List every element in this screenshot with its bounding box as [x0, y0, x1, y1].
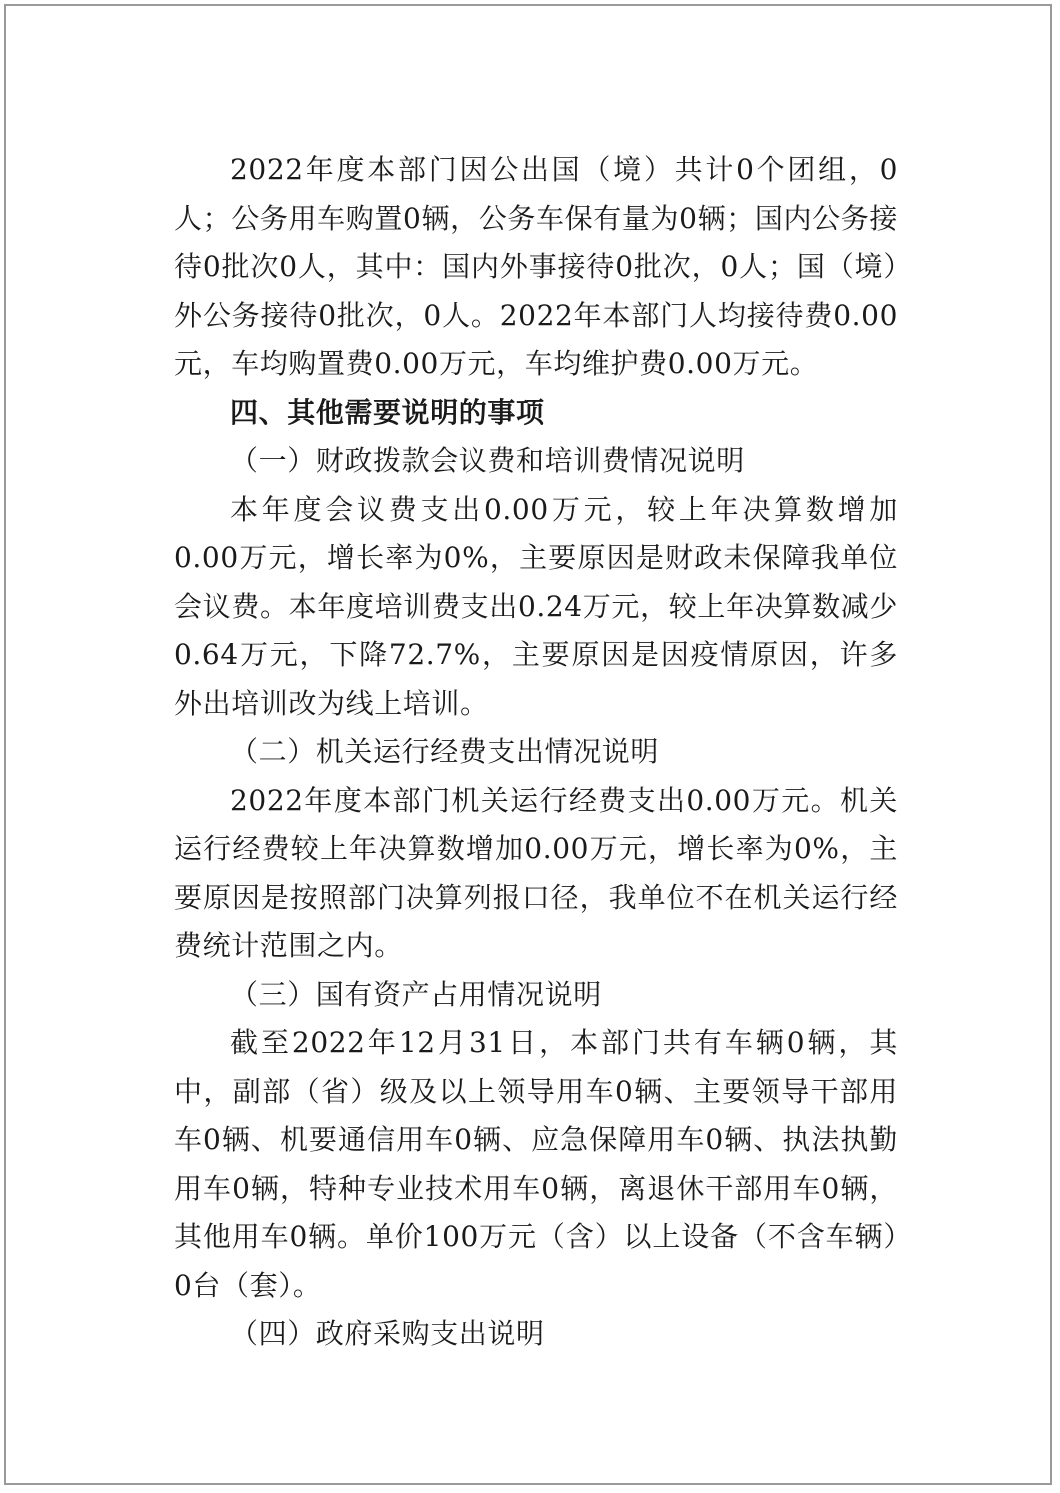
paragraph-state-assets: 截至2022年12月31日，本部门共有车辆0辆，其中，副部（省）级及以上领导用车0辆、主要领导干部用车0辆、机要通信用车0辆、应急保障用车0辆、执法执勤用车0辆，特种专业技术用车0辆，离退休干部用车0辆，其他用车0辆。单价100万元（含）以上设备（不含车辆）0台（套）。: [174, 1026, 898, 1302]
section-heading-other-matters: 四、其他需要说明的事项: [230, 395, 545, 429]
subsection-heading-state-assets: （三）国有资产占用情况说明: [230, 977, 602, 1011]
paragraph-official-travel: 2022年度本部门因公出国（境）共计0个团组，0人；公务用车购置0辆，公务车保有量为0辆；国内公务接待0批次0人，其中：国内外事接待0批次，0人；国（境）外公务接待0批次，0人。2022年本部门人均接待费0.00元，车均购置费0.00万元，车均维护费0.00万元。: [174, 153, 898, 380]
page-frame: [4, 4, 1052, 1485]
document-body: [174, 146, 898, 1359]
subsection-heading-operating-expenses: （二）机关运行经费支出情况说明: [230, 735, 660, 768]
subsection-heading-meeting-training: （一）财政拨款会议费和培训费情况说明: [230, 444, 745, 477]
subsection-heading-procurement: （四）政府采购支出说明: [230, 1317, 545, 1350]
paragraph-operating-expenses: 2022年度本部门机关运行经费支出0.00万元。机关运行经费较上年决算数增加0.00万元，增长率为0%，主要原因是按照部门决算列报口径，我单位不在机关运行经费统计范围之内。: [174, 783, 898, 962]
paragraph-meeting-training: 本年度会议费支出0.00万元，较上年决算数增加0.00万元，增长率为0%，主要原因是财政未保障我单位会议费。本年度培训费支出0.24万元，较上年决算数减少0.64万元，下降72.7%，主要原因是因疫情原因，许多外出培训改为线上培训。: [174, 492, 898, 720]
